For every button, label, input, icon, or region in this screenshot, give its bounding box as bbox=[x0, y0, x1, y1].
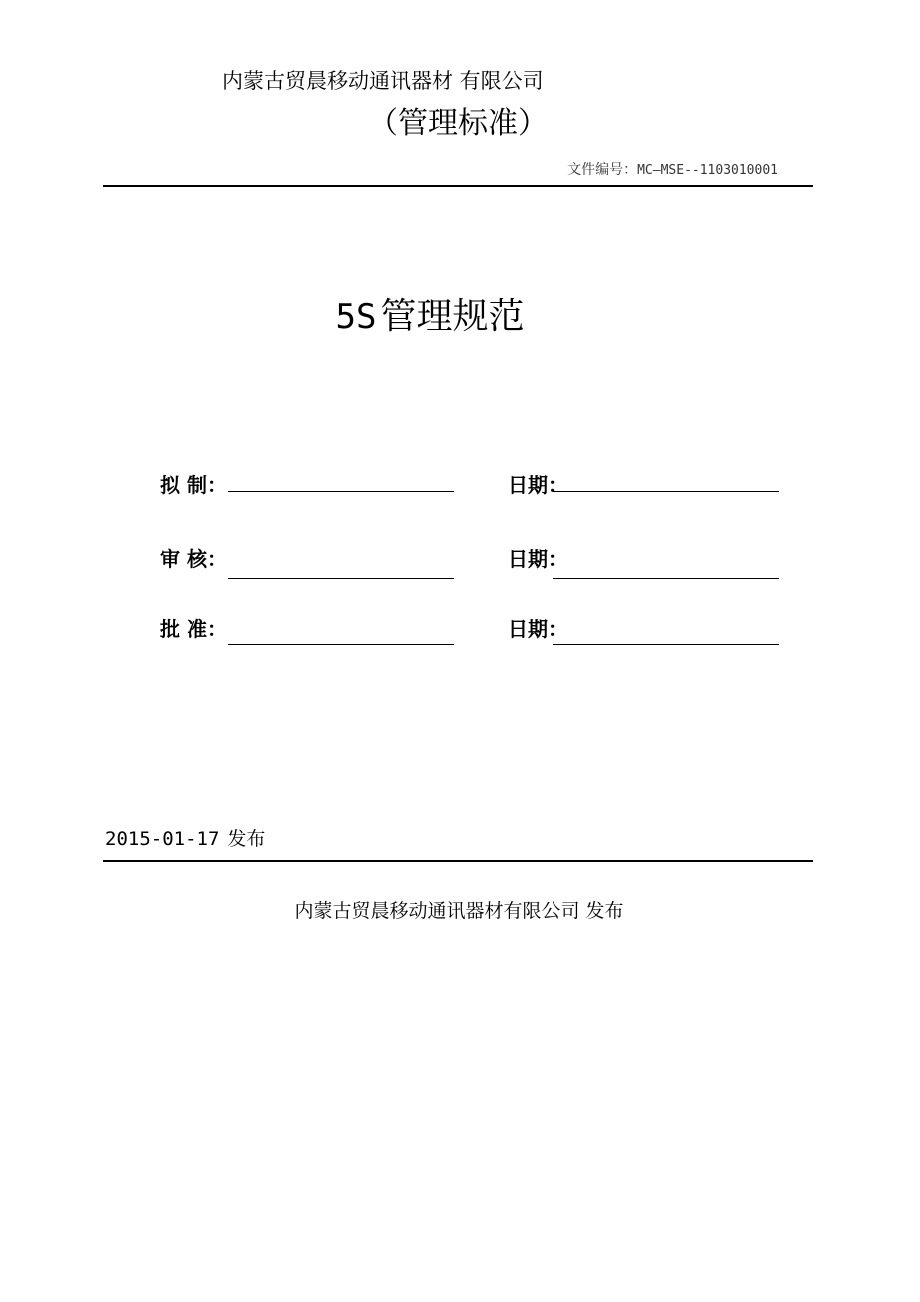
release-date bbox=[105, 826, 265, 852]
document-title-prefix: 5S bbox=[335, 297, 377, 337]
reviewed-date-line bbox=[553, 578, 779, 579]
drafted-date-label: 日期： bbox=[508, 473, 568, 497]
approved-label: 批 准： bbox=[160, 617, 227, 641]
reviewed-date-label: 日期： bbox=[508, 547, 568, 571]
header-divider bbox=[103, 185, 813, 187]
drafted-label: 拟 制： bbox=[160, 473, 227, 497]
document-category: （管理标准） bbox=[368, 106, 548, 141]
drafted-signature-line bbox=[228, 491, 454, 492]
approved-signature-line bbox=[228, 644, 454, 645]
release-word: 发布 bbox=[227, 828, 266, 850]
file-number-value: MC—MSE--1103010001 bbox=[637, 163, 778, 178]
document-title bbox=[0, 294, 860, 340]
approved-date-label: 日期： bbox=[508, 617, 568, 641]
reviewed-label: 审 核： bbox=[160, 547, 227, 571]
company-name: 内蒙古贸晨移动通讯器材 有限公司 bbox=[222, 69, 544, 93]
file-number-label: 文件编号： bbox=[567, 162, 638, 178]
document-title-text: 管理规范 bbox=[380, 296, 525, 337]
release-date-value: 2015-01-17 bbox=[105, 828, 220, 850]
drafted-date-line bbox=[553, 491, 779, 492]
issuer-company: 内蒙古贸晨移动通讯器材有限公司 发布 bbox=[294, 900, 624, 922]
file-number bbox=[567, 160, 778, 181]
footer-divider bbox=[103, 860, 813, 862]
approved-date-line bbox=[553, 644, 779, 645]
reviewed-signature-line bbox=[228, 578, 454, 579]
